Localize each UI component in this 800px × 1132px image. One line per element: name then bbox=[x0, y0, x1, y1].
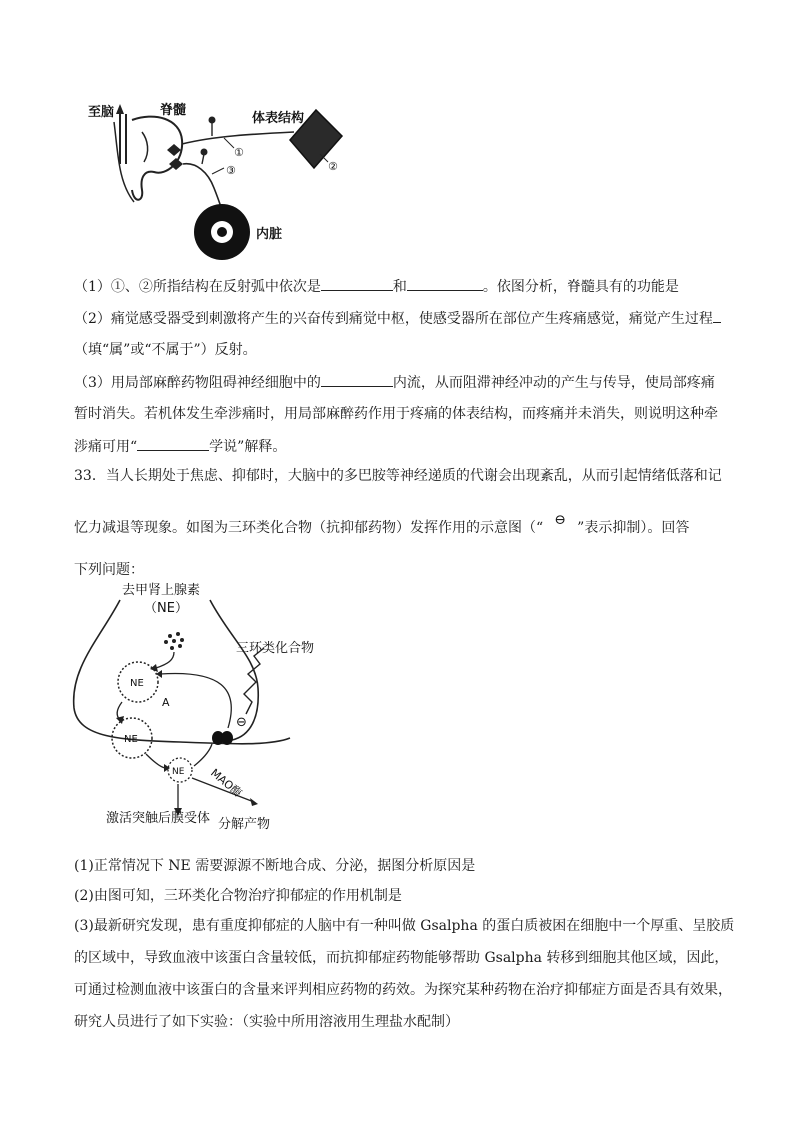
answer-blank[interactable] bbox=[321, 372, 393, 387]
answer-blank[interactable] bbox=[407, 276, 483, 291]
label-2: ② bbox=[328, 160, 338, 173]
q33-intro-3: 下列问题： bbox=[74, 562, 144, 578]
q33-sub2: (2)由图可知，三环类化合物治疗抑郁症的作用机制是 bbox=[74, 888, 402, 904]
vesicle-ne-label-2: NE bbox=[124, 734, 138, 745]
cleft-ne-label: NE bbox=[172, 767, 185, 777]
label-tricyclic: 三环类化合物 bbox=[236, 641, 315, 656]
q33-intro-2: 忆力减退等现象。如图为三环类化合物（抗抑郁药物）发挥作用的示意图（“ ⊖ ”表示抑制）。回答 bbox=[74, 512, 690, 536]
inhibit-symbol-icon: ⊖ bbox=[554, 512, 567, 528]
q33-intro-1: 33．当人长期处于焦虑、抑郁时，大脑中的多巴胺等神经递质的代谢会出现紊乱，从而引起情绪低落和记 bbox=[74, 468, 722, 484]
label-ne-abbr: （NE） bbox=[144, 601, 188, 616]
label-ne-title: 去甲肾上腺素 bbox=[122, 583, 201, 598]
answer-blank[interactable] bbox=[321, 276, 393, 291]
label-receptor: 激活突触后膜受体 bbox=[106, 811, 211, 826]
label-spinal-cord: 脊髓 bbox=[160, 103, 187, 118]
q32-part3-cont2: 涉痛可用“ 学说”解释。 bbox=[74, 436, 286, 457]
q32-part1: （1）①、②所指结构在反射弧中依次是 和 。依图分析，脊髓具有的功能是 bbox=[74, 276, 679, 297]
q32-part3: （3）用局部麻醉药物阻碍神经细胞中的 内流，从而阻滞神经冲动的产生与传导，使局部疼痛 bbox=[74, 372, 715, 393]
answer-blank[interactable] bbox=[137, 436, 209, 451]
label-3: ③ bbox=[226, 164, 236, 177]
synapse-figure bbox=[60, 578, 360, 840]
q32-part3-cont: 暂时消失。若机体发生牵涉痛时，用局部麻醉药作用于疼痛的体表结构，而疼痛并未消失，则说明这种牵 bbox=[74, 406, 718, 422]
q33-sub3-line2: 的区域中，导致血液中该蛋白含量较低，而抗抑郁症药物能够帮助 Gsalpha 转移到细胞其他区域，因此， bbox=[74, 950, 729, 966]
label-brain: 至脑 bbox=[88, 105, 115, 120]
reflex-arc-figure bbox=[84, 92, 364, 267]
label-1: ① bbox=[234, 146, 244, 159]
label-a: A bbox=[162, 696, 170, 709]
label-mao: MAO酶 bbox=[208, 766, 245, 800]
q32-part2: （2）痛觉感受器受到刺激将产生的兴奋传到痛觉中枢，使感受器所在部位产生疼痛感觉，痛觉产生过程 bbox=[74, 308, 721, 329]
answer-blank[interactable] bbox=[713, 308, 721, 323]
label-body-surface: 体表结构 bbox=[252, 111, 305, 126]
vesicle-ne-label: NE bbox=[130, 678, 144, 689]
inhibit-marker: ⊖ bbox=[236, 715, 247, 730]
q33-sub3-line1: (3)最新研究发现，患有重度抑郁症的人脑中有一种叫做 Gsalpha 的蛋白质被困在细胞中一个厚重、呈胶质 bbox=[74, 918, 735, 934]
q33-sub1: (1)正常情况下 NE 需要源源不断地合成、分泌，据图分析原因是 bbox=[74, 858, 476, 874]
q32-part2-cont: （填“属”或“不属于”）反射。 bbox=[74, 342, 257, 358]
q33-sub3-line4: 研究人员进行了如下实验：（实验中所用溶液用生理盐水配制） bbox=[74, 1014, 459, 1030]
label-viscera: 内脏 bbox=[256, 227, 283, 242]
q33-sub3-line3: 可通过检测血液中该蛋白的含量来评判相应药物的药效。为探究某种药物在治疗抑郁症方面是否具有效果， bbox=[74, 982, 732, 998]
label-products: 分解产物 bbox=[218, 817, 271, 832]
